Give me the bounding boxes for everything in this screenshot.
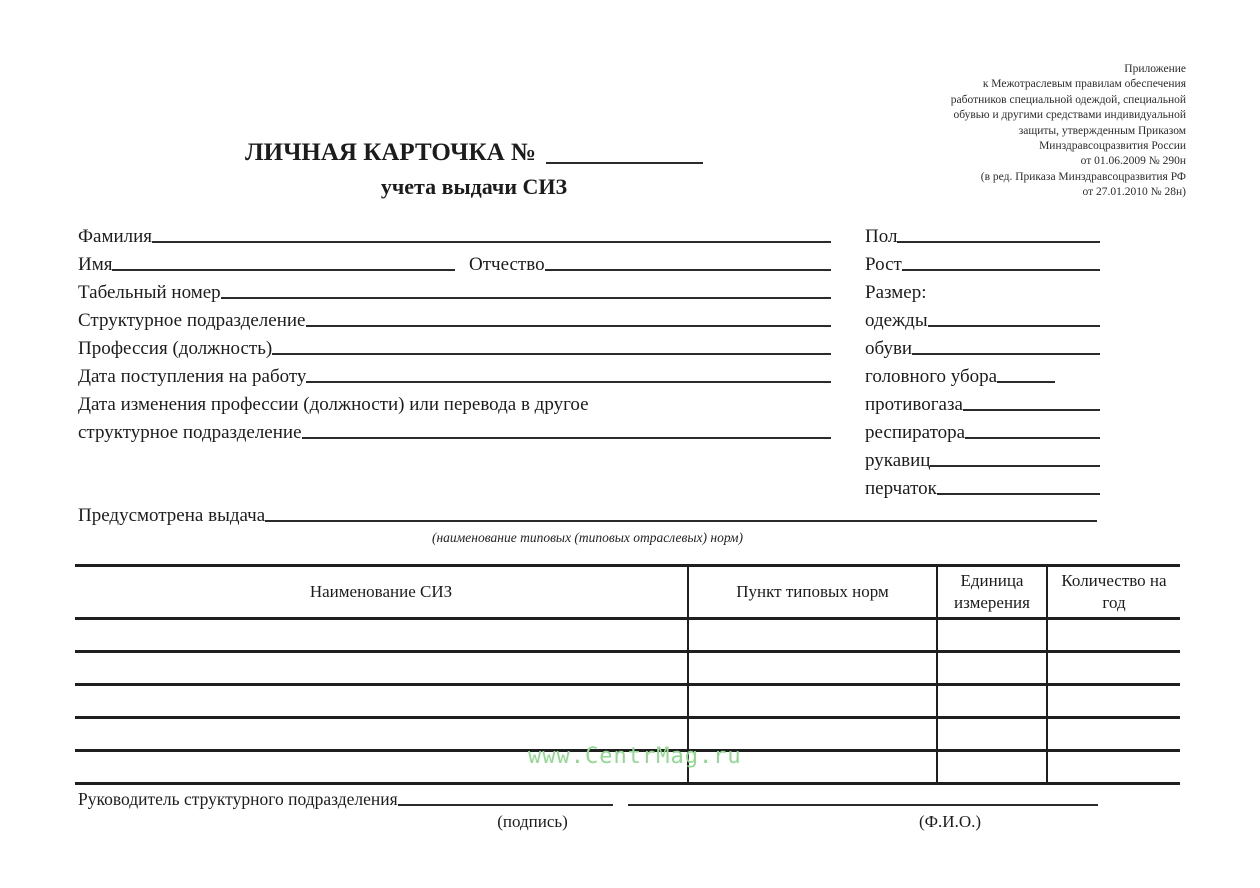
appendix-line: от 27.01.2010 № 28н)	[1082, 186, 1186, 199]
field-surname	[78, 219, 831, 247]
gas-mask-label: противогаза	[865, 394, 963, 415]
profession-label: Профессия (должность)	[78, 338, 273, 359]
appendix-line: от 01.06.2009 № 290н	[1080, 155, 1186, 168]
field-department	[78, 303, 831, 331]
patronymic-blank	[545, 268, 831, 271]
appendix-note	[826, 62, 1186, 201]
table-cell	[75, 652, 688, 685]
field-respirator-size	[865, 415, 1100, 443]
sex-blank	[897, 240, 1100, 243]
field-profession	[78, 331, 831, 359]
table-cell	[688, 619, 937, 652]
clothing-blank	[928, 324, 1100, 327]
fio-blank	[628, 803, 1098, 806]
change-date-blank	[302, 436, 831, 439]
appendix-line: к Межотраслевым правилам обеспечения	[982, 78, 1186, 91]
field-footwear-size	[865, 331, 1100, 359]
column-header-qty-per-year: Количество на год	[1047, 566, 1180, 619]
appendix-line: защиты, утвержденным Приказом	[1018, 124, 1186, 137]
appendix-line: Приложение	[1124, 63, 1186, 75]
issue-norms-caption: (наименование типовых (типовых отраслевых) норм)	[431, 530, 744, 545]
change-date-label-line2: структурное подразделение	[78, 422, 302, 443]
fio-caption: (Ф.И.О.)	[918, 812, 982, 831]
table-cell	[1047, 652, 1180, 685]
personnel-number-blank	[221, 296, 831, 299]
height-blank	[902, 268, 1100, 271]
field-change-date-line1	[78, 387, 831, 415]
field-issue-norms	[78, 498, 1097, 526]
mittens-blank	[930, 464, 1100, 467]
watermark: www.CentrMag.ru	[528, 744, 742, 769]
size-section-header	[865, 275, 1100, 303]
table-cell	[937, 685, 1047, 718]
issue-norms-blank	[265, 519, 1097, 522]
surname-label: Фамилия	[78, 226, 153, 247]
clothing-label: одежды	[865, 310, 928, 331]
surname-blank	[152, 240, 831, 243]
field-sex	[865, 219, 1100, 247]
gloves-label: перчаток	[865, 478, 937, 499]
column-header-siz-name: Наименование СИЗ	[75, 566, 688, 619]
column-header-norm-point: Пункт типовых норм	[688, 566, 937, 619]
hire-date-label: Дата поступления на работу	[78, 366, 307, 387]
respirator-label: респиратора	[865, 422, 966, 443]
table-cell	[937, 619, 1047, 652]
field-name-patronymic	[78, 247, 831, 275]
column-header-unit: Единица измерения	[937, 566, 1047, 619]
signature-blank	[398, 803, 613, 806]
table-row	[75, 619, 1180, 652]
field-personnel-number	[78, 275, 831, 303]
table-header-row	[75, 566, 1180, 619]
mittens-label: рукавиц	[865, 450, 931, 471]
table-cell	[937, 652, 1047, 685]
field-height	[865, 247, 1100, 275]
appendix-line: обувью и другими средствами индивидуальной	[953, 109, 1186, 122]
patronymic-label: Отчество	[469, 254, 545, 275]
footwear-blank	[912, 352, 1100, 355]
table-row	[75, 652, 1180, 685]
table-cell	[75, 619, 688, 652]
table-row	[75, 685, 1180, 718]
title-text: ЛИЧНАЯ КАРТОЧКА №	[245, 139, 537, 166]
table-cell	[75, 685, 688, 718]
field-hire-date	[78, 359, 831, 387]
signature-caption: (подпись)	[497, 812, 568, 831]
field-headgear-size	[865, 359, 1100, 387]
footwear-label: обуви	[865, 338, 913, 359]
supervisor-label: Руководитель структурного подразделения	[78, 789, 398, 809]
gloves-blank	[937, 492, 1100, 495]
card-number-blank	[546, 161, 703, 164]
issue-norms-label: Предусмотрена выдача	[78, 505, 266, 526]
appendix-line: работников специальной одеждой, специальной	[950, 93, 1186, 106]
profession-blank	[272, 352, 831, 355]
table-cell	[688, 652, 937, 685]
table-cell	[688, 685, 937, 718]
size-header-label: Размер:	[865, 282, 927, 303]
hire-date-blank	[306, 380, 831, 383]
field-gas-mask-size	[865, 387, 1100, 415]
table-cell	[1047, 619, 1180, 652]
table-cell	[1047, 751, 1180, 784]
name-label: Имя	[78, 254, 113, 275]
employee-fields	[78, 219, 831, 443]
table-cell	[1047, 718, 1180, 751]
sex-label: Пол	[865, 226, 898, 247]
height-label: Рост	[865, 254, 902, 275]
table-cell	[937, 718, 1047, 751]
name-blank	[112, 268, 455, 271]
respirator-blank	[965, 436, 1100, 439]
department-blank	[306, 324, 832, 327]
department-label: Структурное подразделение	[78, 310, 306, 331]
field-mittens-size	[865, 443, 1100, 471]
appendix-line: Минздравсоцразвития России	[1039, 140, 1186, 153]
size-fields	[865, 219, 1100, 499]
field-clothing-size	[865, 303, 1100, 331]
headgear-label: головного убора	[865, 366, 998, 387]
gas-mask-blank	[963, 408, 1100, 411]
field-supervisor	[78, 784, 1098, 810]
table-cell	[1047, 685, 1180, 718]
form-title	[245, 135, 703, 200]
table-cell	[937, 751, 1047, 784]
field-change-date-line2	[78, 415, 831, 443]
headgear-blank	[997, 380, 1055, 383]
appendix-line: (в ред. Приказа Минздравсоцразвития РФ	[980, 170, 1186, 183]
personnel-number-label: Табельный номер	[78, 282, 221, 303]
title-subtext: учета выдачи СИЗ	[380, 174, 568, 199]
field-gloves-size	[865, 471, 1100, 499]
change-date-label-line1: Дата изменения профессии (должности) или перевода в другое	[78, 394, 589, 415]
